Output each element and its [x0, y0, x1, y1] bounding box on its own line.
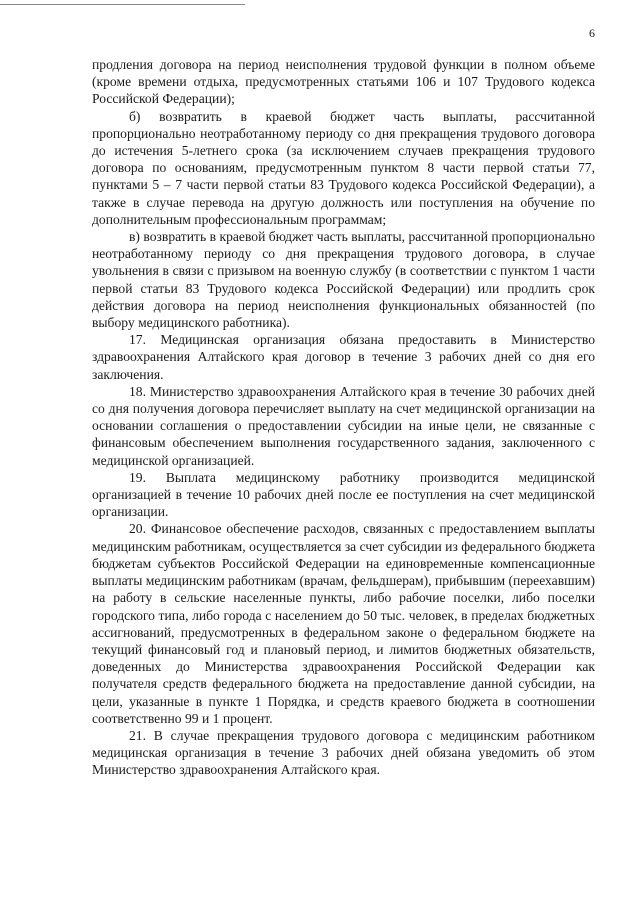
top-edge-line: [0, 4, 245, 5]
paragraph-continuation: продления договора на период неисполнения трудовой функции в полном объеме (кроме времени отдыха, предусмотренных статьями 106 и 107 Трудового кодекса Российской Федерации);: [92, 57, 595, 107]
paragraph-17: 17. Медицинская организация обязана предоставить в Министерство здравоохранения Алтайского края договор в течение 3 рабочих дней со дня его заключения.: [92, 332, 595, 382]
page-number: 6: [589, 26, 595, 40]
paragraph-item-v: в) возвратить в краевой бюджет часть выплаты, рассчитанной пропорционально неотработанному периоду со дня прекращения трудового договора, в случае увольнения в связи с призывом на военную службу (в соответствии с пунктом 1 части первой статьи 83 Трудового кодекса Российской Федерации) или продлить срок действия договора на период неисполнения функциональных обязанностей (по выбору медицинского работника).: [92, 229, 595, 331]
paragraph-18: 18. Министерство здравоохранения Алтайского края в течение 30 рабочих дней со дня получения договора перечисляет выплату на счет медицинской организации на основании соглашения о предоставлении субсидии на иные цели, не связанные с финансовым обеспечением выполнения государственного задания, заключенного с медицинской организацией.: [92, 383, 595, 468]
document-body: [92, 56, 595, 779]
paragraph-19: 19. Выплата медицинскому работнику производится медицинской организацией в течение 10 рабочих дней после ее поступления на счет медицинской организации.: [92, 469, 595, 520]
paragraph-21: 21. В случае прекращения трудового договора с медицинским работником медицинская организация в течение 3 рабочих дней обязана уведомить об этом Министерство здравоохранения Алтайского края.: [92, 727, 595, 778]
paragraph-20: 20. Финансовое обеспечение расходов, связанных с предоставлением выплаты медицинским работникам, осуществляется за счет субсидии из федерального бюджета бюджетам субъектов Российской Федерации на единовременные компенсационные выплаты медицинским работникам (врачам, фельдшерам), прибывшим (переехавшим) на работу в сельские населенные пункты, либо рабочие поселки, либо поселки городского типа, либо города с населением до 50 тыс. человек, в пределах бюджетных ассигнований, предусмотренных в федеральном законе о федеральном бюджете на текущий финансовый год и плановый период, и лимитов бюджетных обязательств, доведенных до Министерства здравоохранения Российской Федерации как получателя средств федерального бюджета на предоставление данной субсидии, на цели, указанные в пункте 1 Порядка, и средств краевого бюджета в соотношении соответственно 99 и 1 процент.: [92, 521, 595, 726]
paragraph-item-b: б) возвратить в краевой бюджет часть выплаты, рассчитанной пропорционально неотработанному периоду со дня прекращения трудового договора до истечения 5-летнего срока (за исключением случаев прекращения трудового договора по основаниям, предусмотренным пунктом 8 части первой статьи 77, пунктами 5 – 7 части первой статьи 83 Трудового кодекса Российской Федерации), а также в случае перевода на другую должность или поступления на обучение по дополнительным профессиональным программам;: [92, 108, 595, 227]
